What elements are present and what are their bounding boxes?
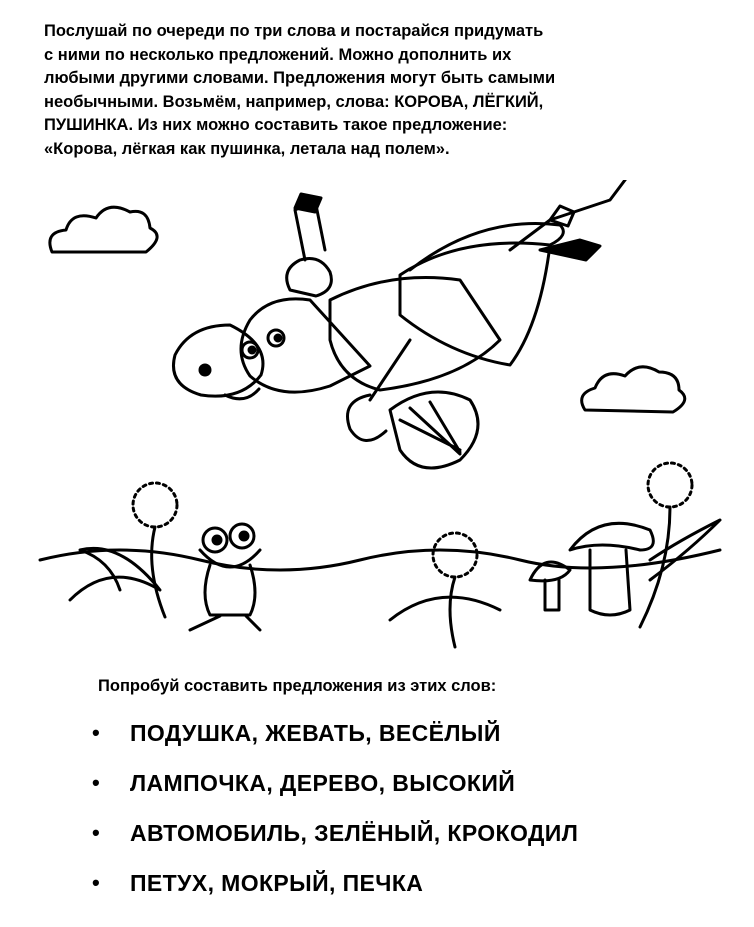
cow [173, 180, 640, 468]
cloud-left [50, 207, 157, 252]
frog [190, 524, 260, 630]
ground-line [40, 550, 720, 570]
bullet-icon: • [92, 870, 101, 895]
word-set-4: ПЕТУХ, МОКРЫЙ, ПЕЧКА [130, 869, 424, 896]
list-item [92, 858, 578, 908]
bullet-icon: • [92, 820, 101, 845]
bullet-icon: • [92, 770, 101, 795]
instruction-text [44, 20, 720, 162]
instruction-line: ПУШИНКА. Из них можно составить такое предложение: [44, 116, 508, 135]
flying-cow-illustration [30, 180, 740, 650]
instruction-line: «Корова, лёгкая как пушинка, летала над полем». [44, 139, 450, 158]
instruction-line: любыми другими словами. Предложения могут быть самыми [44, 69, 556, 88]
cloud-right [582, 367, 685, 412]
list-item [92, 758, 578, 808]
task-prompt: Попробуй составить предложения из этих слов: [98, 677, 497, 695]
word-set-3: АВТОМОБИЛЬ, ЗЕЛЁНЫЙ, КРОКОДИЛ [130, 819, 579, 846]
word-set-2: ЛАМПОЧКА, ДЕРЕВО, ВЫСОКИЙ [130, 769, 516, 796]
instruction-line: Послушай по очереди по три слова и постарайся придумать [44, 22, 544, 40]
word-set-1: ПОДУШКА, ЖЕВАТЬ, ВЕСЁЛЫЙ [130, 719, 501, 746]
instruction-line: необычными. Возьмём, например, слова: КОРОВА, ЛЁГКИЙ, [44, 92, 544, 111]
word-set-list [92, 708, 578, 908]
list-item [92, 708, 578, 758]
instruction-line: с ними по несколько предложений. Можно дополнить их [44, 45, 512, 64]
list-item [92, 808, 578, 858]
bullet-icon: • [92, 720, 101, 745]
